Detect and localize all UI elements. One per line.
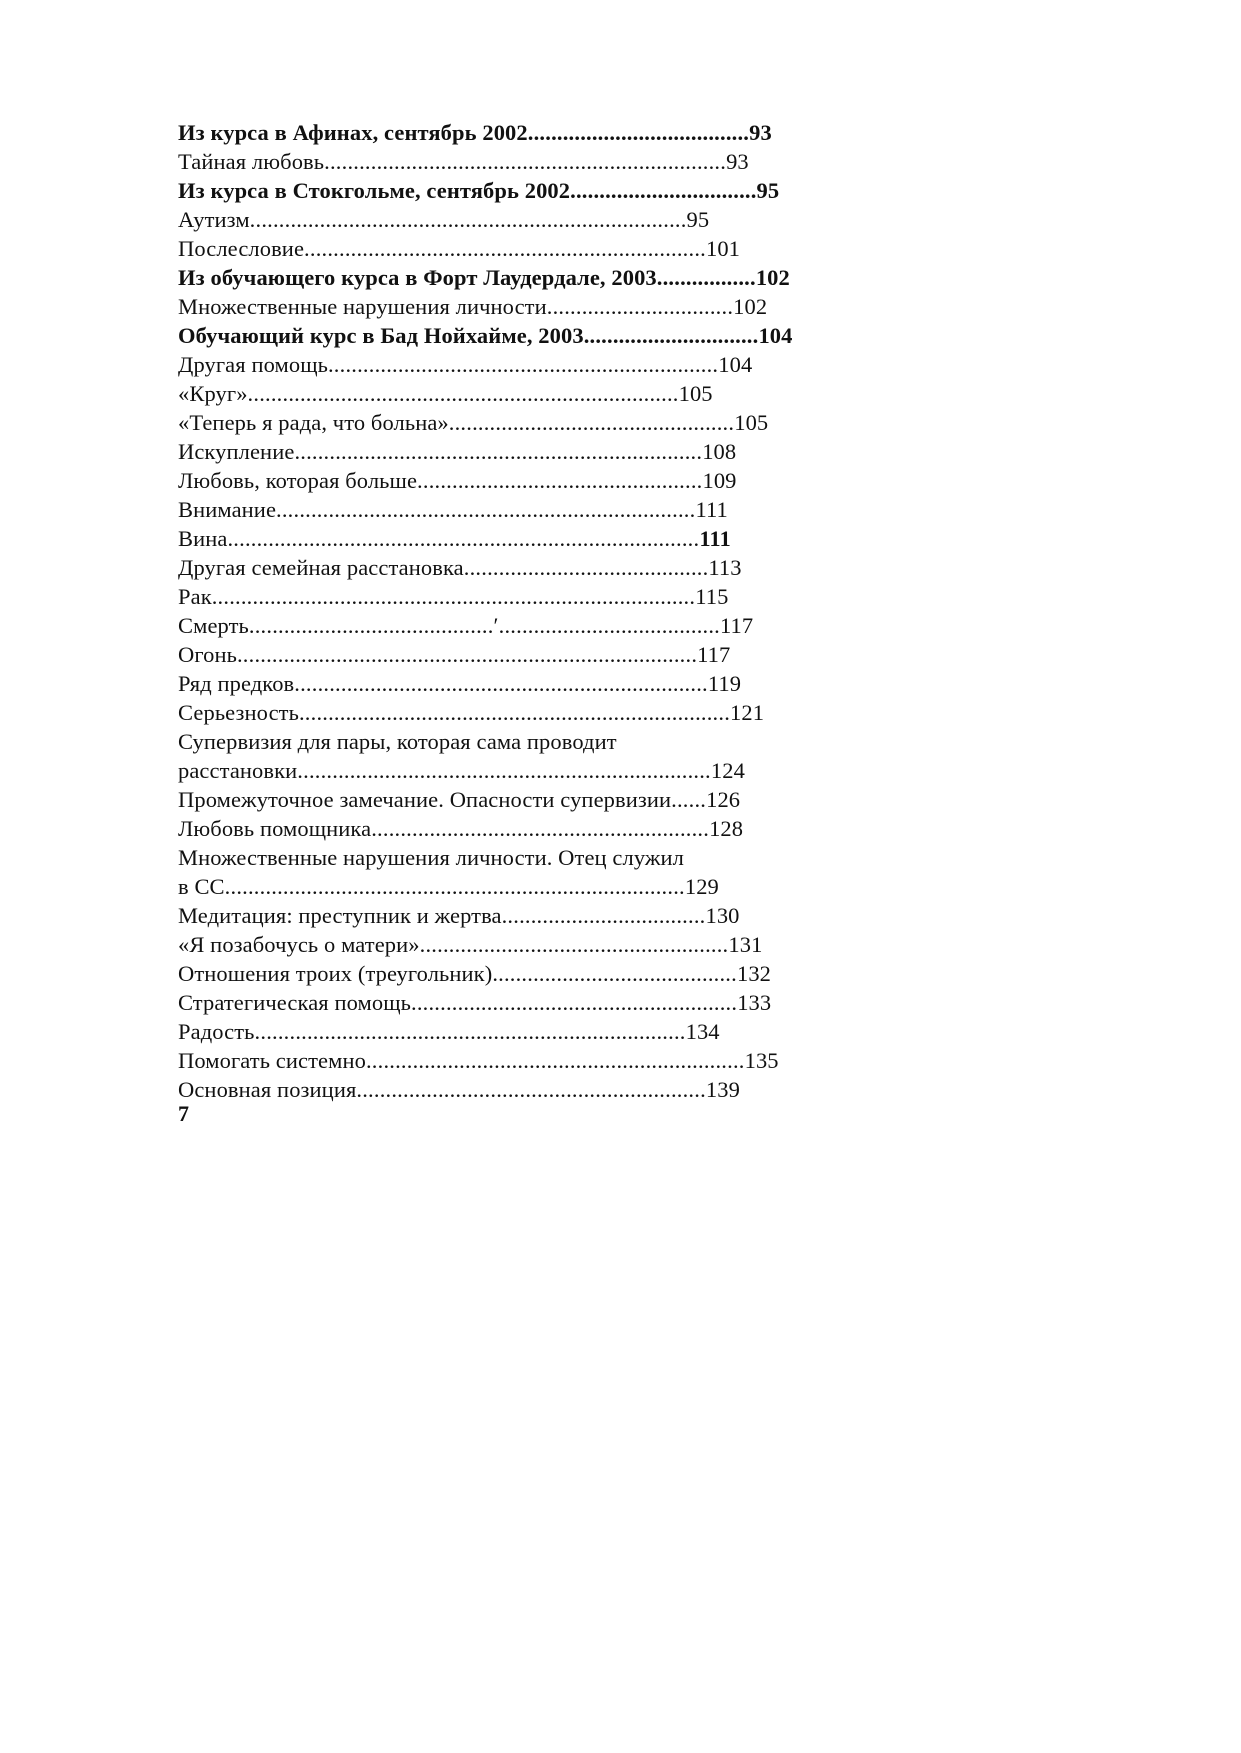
toc-entry — [178, 321, 878, 350]
toc-entry-leader: ..................................................................... — [324, 149, 727, 174]
toc-entry-title: Основная позиция — [178, 1077, 357, 1102]
toc-entry-page: 108 — [702, 439, 737, 464]
toc-entry-page: 132 — [736, 961, 772, 986]
toc-entry-title: Другая семейная расстановка — [178, 555, 464, 580]
toc-entry-page: 113 — [708, 555, 742, 580]
toc-entry-title: «Теперь я рада, что больна» — [178, 410, 449, 435]
toc-entry — [178, 843, 878, 872]
toc-entry-leader: ............................................................ — [356, 1077, 706, 1102]
toc-entry-title: Супервизия для пары, которая сама проводит — [178, 729, 617, 754]
toc-entry-page: 105 — [678, 381, 713, 406]
toc-entry-leader: ..................................................... — [419, 932, 729, 957]
toc-entry-page: 109 — [702, 468, 737, 493]
toc-entry-title: Из курса в Стокгольме, сентябрь 2002 — [178, 178, 571, 203]
toc-entry — [178, 466, 878, 495]
toc-entry — [178, 176, 878, 205]
toc-entry-page: 95 — [756, 178, 780, 203]
toc-entry-leader: ................................................................... — [327, 352, 719, 377]
toc-entry-leader: ....................................................................... — [294, 671, 708, 696]
page-number: 7 — [178, 1101, 189, 1126]
toc-entry — [178, 553, 878, 582]
toc-entry-page: 104 — [758, 323, 793, 348]
toc-entry-leader: ............................................................................... — [224, 874, 685, 899]
toc-entry-leader: ........................................................ — [411, 990, 738, 1015]
toc-entry-title: Смерть — [178, 613, 249, 638]
toc-entry-title: Стратегическая помощь — [178, 990, 411, 1015]
toc-entry — [178, 640, 878, 669]
toc-entry-leader: .......................................................................... — [298, 700, 731, 725]
toc-entry-title: Тайная любовь — [178, 149, 325, 174]
toc-entry — [178, 727, 878, 756]
toc-entry-leader: ........................................................................ — [276, 497, 696, 522]
toc-entry-page: 117 — [720, 613, 754, 638]
toc-entry-leader: ..................................................................... — [304, 236, 706, 261]
toc-entry — [178, 959, 878, 988]
toc-entry-page: 129 — [684, 874, 719, 899]
toc-entry-page: 102 — [733, 294, 768, 319]
toc-entry-title: Множественные нарушения личности. Отец служил — [178, 845, 685, 870]
toc-entry — [178, 930, 878, 959]
toc-entry-title: Серьезность — [178, 700, 299, 725]
toc-entry — [178, 582, 878, 611]
toc-entry — [178, 292, 878, 321]
toc-entry — [178, 495, 878, 524]
toc-entry-page: 93 — [726, 149, 749, 174]
toc-entry-leader: ...... — [671, 787, 707, 812]
toc-entry-page: 102 — [755, 265, 790, 290]
toc-entry-title: расстановки — [178, 758, 298, 783]
toc-entry-leader: ....................................................................... — [297, 758, 711, 783]
toc-entry — [178, 785, 878, 814]
toc-entry-leader: ................................................................................. — [227, 526, 700, 551]
toc-entry — [178, 988, 878, 1017]
toc-entry — [178, 437, 878, 466]
toc-entry-title: Помогать системно — [178, 1048, 366, 1073]
toc-entry-page: 104 — [718, 352, 753, 377]
toc-entry-title: Из обучающего курса в Форт Лаудердале, 2003 — [178, 265, 657, 290]
toc-entry-title: Из курса в Афинах, сентябрь 2002 — [178, 120, 528, 145]
toc-entry-leader: ................................................................. — [365, 1048, 745, 1073]
toc-entry-title: Искупление — [178, 439, 295, 464]
toc-entry-title: Огонь — [178, 642, 237, 667]
toc-entry-leader: ...................................................................... — [294, 439, 703, 464]
toc-entry-leader: ............................................................................... — [236, 642, 698, 667]
toc-entry-page: 117 — [697, 642, 731, 667]
toc-entry-title: «Я позабочусь о матери» — [178, 932, 420, 957]
toc-entry-title: Рак — [178, 584, 212, 609]
toc-entry — [178, 1017, 878, 1046]
toc-entry-page: 133 — [737, 990, 772, 1015]
toc-entry-leader: ................................ — [570, 178, 757, 203]
toc-entry — [178, 350, 878, 379]
toc-entry — [178, 118, 878, 147]
toc-entry-title: Внимание — [178, 497, 277, 522]
toc-entry-page: 95 — [686, 207, 710, 232]
toc-entry-title: Аутизм — [178, 207, 250, 232]
toc-entry-title: Промежуточное замечание. Опасности супервизии — [178, 787, 672, 812]
toc-entry-leader: ................. — [656, 265, 756, 290]
toc-entry-title: Любовь помощника — [178, 816, 372, 841]
toc-entry — [178, 901, 878, 930]
toc-entry-page: 115 — [695, 584, 729, 609]
toc-entry-title: Другая помощь — [178, 352, 328, 377]
toc-entry-title: Множественные нарушения личности — [178, 294, 547, 319]
toc-entry-page: 111 — [699, 526, 731, 551]
toc-entry-title: Медитация: преступник и жертва — [178, 903, 502, 928]
table-of-contents — [178, 118, 878, 1104]
toc-entry-leader: ..........................................′...................................... — [248, 613, 721, 638]
toc-entry-page: 121 — [730, 700, 765, 725]
toc-entry — [178, 408, 878, 437]
toc-entry-leader: .......................................... — [492, 961, 737, 986]
toc-entry-leader: ........................................................................... — [249, 207, 687, 232]
toc-entry — [178, 379, 878, 408]
toc-entry — [178, 524, 878, 553]
toc-entry-title: в СС — [178, 874, 225, 899]
toc-entry-leader: .......................................... — [463, 555, 709, 580]
toc-entry — [178, 1075, 878, 1104]
toc-entry-leader: .......................................................... — [371, 816, 710, 841]
toc-entry-page: 101 — [705, 236, 741, 261]
toc-entry-page: 124 — [710, 758, 745, 783]
toc-entry-page: 93 — [749, 120, 772, 145]
toc-entry — [178, 263, 878, 292]
toc-entry-leader: ................................................. — [448, 410, 735, 435]
toc-entry-title: Обучающий курс в Бад Нойхайме, 2003 — [178, 323, 584, 348]
toc-entry — [178, 1046, 878, 1075]
toc-entry — [178, 611, 878, 640]
toc-entry-leader: ................................................. — [417, 468, 703, 493]
toc-entry-title: Любовь, которая больше — [178, 468, 418, 493]
toc-entry-title: Ряд предков — [178, 671, 295, 696]
toc-entry-leader: .......................................................................... — [254, 1019, 686, 1044]
toc-entry — [178, 234, 878, 263]
toc-entry — [178, 205, 878, 234]
toc-entry-page: 131 — [728, 932, 763, 957]
toc-entry-page: 111 — [695, 497, 728, 522]
toc-entry — [178, 669, 878, 698]
toc-entry — [178, 698, 878, 727]
toc-entry-page: 126 — [706, 787, 741, 812]
toc-entry-title: «Круг» — [178, 381, 248, 406]
toc-entry — [178, 872, 878, 901]
toc-entry-page: 119 — [707, 671, 742, 696]
toc-entry — [178, 147, 878, 176]
toc-entry-leader: ................................................................................... — [211, 584, 696, 609]
toc-entry-leader: .............................. — [583, 323, 759, 348]
toc-entry-title: Радость — [178, 1019, 255, 1044]
toc-entry-page: 128 — [709, 816, 744, 841]
toc-entry-page: 135 — [744, 1048, 779, 1073]
toc-entry-leader: ................................ — [546, 294, 734, 319]
toc-entry-title: Послесловие — [178, 236, 305, 261]
toc-entry-page: 134 — [685, 1019, 720, 1044]
toc-entry-leader: ................................... — [501, 903, 706, 928]
toc-entry-page: 105 — [734, 410, 769, 435]
toc-entry-title: Отношения троих (треугольник) — [178, 961, 493, 986]
toc-entry-leader: ...................................... — [527, 120, 750, 145]
toc-entry — [178, 756, 878, 785]
toc-entry-page: 130 — [705, 903, 740, 928]
toc-entry-page: 139 — [705, 1077, 740, 1102]
toc-entry-leader: .......................................................................... — [247, 381, 679, 406]
toc-entry-title: Вина — [178, 526, 228, 551]
toc-entry — [178, 814, 878, 843]
